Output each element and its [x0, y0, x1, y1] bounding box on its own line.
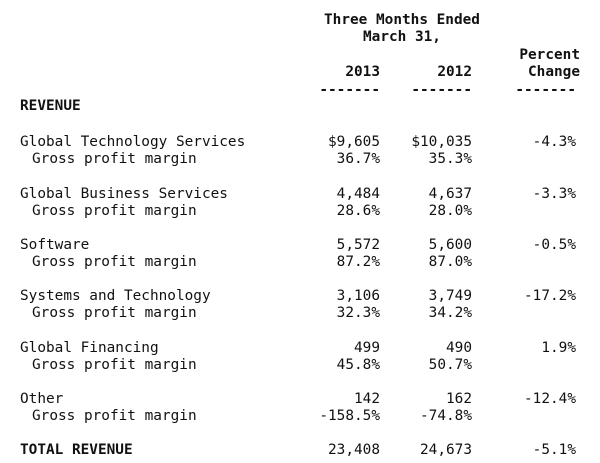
- revenue-2013: 499: [354, 340, 380, 356]
- row-label: Global Technology Services: [20, 134, 246, 150]
- row-label: Global Financing: [20, 340, 159, 356]
- percent-change: -4.3%: [532, 134, 576, 150]
- margin-label: Gross profit margin: [32, 254, 197, 270]
- row-label: Software: [20, 237, 90, 253]
- margin-2013: 36.7%: [336, 151, 380, 167]
- margin-2013: 32.3%: [336, 305, 380, 321]
- revenue-2012: 3,749: [428, 288, 472, 304]
- margin-2012: 50.7%: [428, 357, 472, 373]
- column-rule-percent: -------: [515, 82, 576, 98]
- margin-2012: 87.0%: [428, 254, 472, 270]
- period-header-line2: March 31,: [363, 29, 441, 45]
- revenue-2013: $9,605: [328, 134, 380, 150]
- percent-header-line2: Change: [528, 64, 580, 80]
- margin-2012: -74.8%: [420, 408, 472, 424]
- total-revenue-2012: 24,673: [420, 442, 472, 458]
- margin-2012: 35.3%: [428, 151, 472, 167]
- margin-2013: 87.2%: [336, 254, 380, 270]
- percent-header-line1: Percent: [519, 47, 580, 63]
- revenue-2013: 142: [354, 391, 380, 407]
- row-label: Systems and Technology: [20, 288, 211, 304]
- margin-2013: 28.6%: [336, 203, 380, 219]
- revenue-2012: 490: [446, 340, 472, 356]
- revenue-2012: 5,600: [428, 237, 472, 253]
- total-revenue-label: TOTAL REVENUE: [20, 442, 133, 458]
- row-label: Global Business Services: [20, 186, 228, 202]
- percent-change: -3.3%: [532, 186, 576, 202]
- year-2013-header: 2013: [345, 64, 380, 80]
- margin-label: Gross profit margin: [32, 408, 197, 424]
- column-rule-2012: -------: [411, 82, 472, 98]
- period-header-line1: Three Months Ended: [324, 12, 480, 28]
- margin-2012: 34.2%: [428, 305, 472, 321]
- year-2012-header: 2012: [437, 64, 472, 80]
- revenue-2013: 5,572: [336, 237, 380, 253]
- margin-label: Gross profit margin: [32, 305, 197, 321]
- column-rule-2013: -------: [319, 82, 380, 98]
- percent-change: 1.9%: [541, 340, 576, 356]
- revenue-2012: 4,637: [428, 186, 472, 202]
- revenue-2012: 162: [446, 391, 472, 407]
- revenue-2013: 3,106: [336, 288, 380, 304]
- margin-label: Gross profit margin: [32, 357, 197, 373]
- percent-change: -17.2%: [524, 288, 576, 304]
- margin-2013: 45.8%: [336, 357, 380, 373]
- total-revenue-2013: 23,408: [328, 442, 380, 458]
- margin-label: Gross profit margin: [32, 151, 197, 167]
- percent-change: -12.4%: [524, 391, 576, 407]
- row-label: Other: [20, 391, 64, 407]
- margin-2012: 28.0%: [428, 203, 472, 219]
- percent-change: -0.5%: [532, 237, 576, 253]
- section-title-revenue: REVENUE: [20, 98, 81, 114]
- margin-label: Gross profit margin: [32, 203, 197, 219]
- revenue-2012: $10,035: [411, 134, 472, 150]
- revenue-2013: 4,484: [336, 186, 380, 202]
- total-percent-change: -5.1%: [532, 442, 576, 458]
- margin-2013: -158.5%: [319, 408, 380, 424]
